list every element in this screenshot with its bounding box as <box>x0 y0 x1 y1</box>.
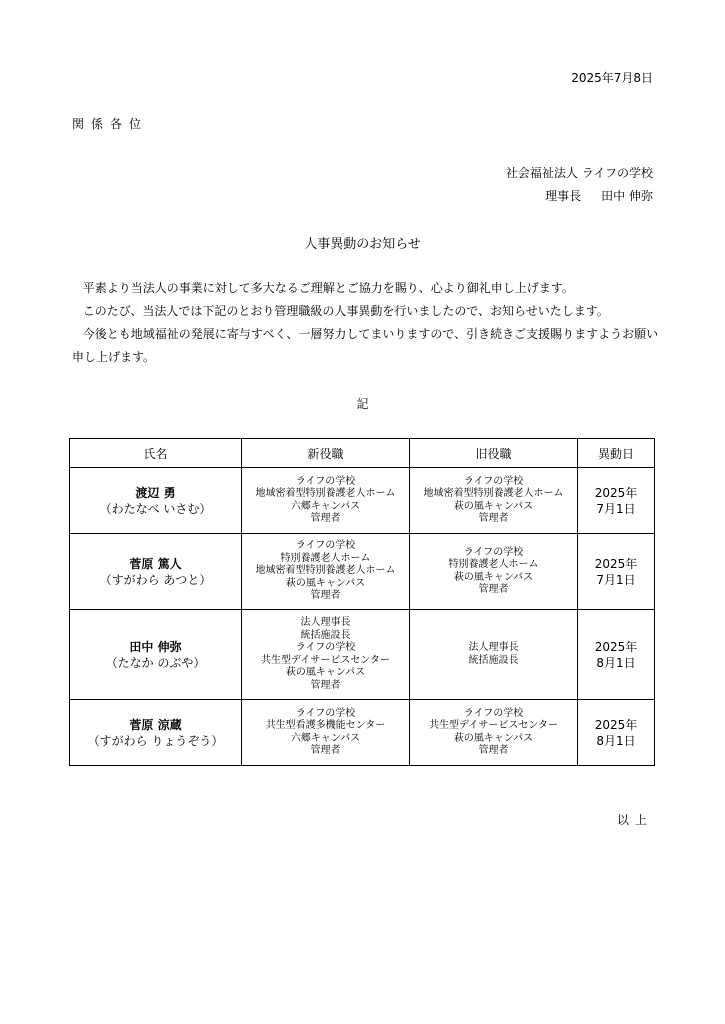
sender-name: 田中 伸弥 <box>601 189 653 203</box>
old-role-line: 法人理事長 <box>468 642 519 653</box>
cell-name <box>70 700 242 766</box>
table-row <box>70 610 655 700</box>
cell-old-role <box>410 700 578 766</box>
old-role-line: 管理者 <box>478 745 509 756</box>
person-name: 菅原 涼蔵 <box>129 717 182 732</box>
person-name: 渡辺 勇 <box>135 485 176 500</box>
cell-new-role <box>242 468 410 534</box>
old-role-line: 共生型デイサービスセンター <box>429 720 558 731</box>
new-role-line: 特別養護老人ホーム <box>280 552 371 564</box>
body-paragraph: このたび、当法人では下記のとおり管理職級の人事異動を行いましたので、お知らせいたします。 <box>82 304 609 318</box>
cell-new-role <box>242 700 410 766</box>
table-row <box>70 468 655 534</box>
addressee: 関係各位 <box>72 117 149 131</box>
new-role-line: 地域密着型特別養護老人ホーム <box>255 565 396 577</box>
cell-old-role <box>410 610 578 700</box>
old-role-line: ライフの学校 <box>463 707 524 719</box>
old-role-line: 萩の風キャンパス <box>453 732 534 744</box>
new-role-line: 地域密着型特別養護老人ホーム <box>255 488 396 499</box>
header-date: 異動日 <box>578 439 655 468</box>
new-role-line: 共生型デイサービスセンター <box>261 654 390 666</box>
transfer-date-line: 7月1日 <box>596 572 636 587</box>
cell-new-role <box>242 534 410 610</box>
new-role-line: ライフの学校 <box>295 707 356 719</box>
new-role-line: 統括施設長 <box>300 629 351 641</box>
old-role-line: ライフの学校 <box>463 475 524 487</box>
table-header-row <box>70 439 655 468</box>
transfer-date-line: 2025年 <box>594 485 638 500</box>
person-reading: （すがわら あつと） <box>99 572 212 587</box>
transfer-date-line: 7月1日 <box>596 501 636 516</box>
table-row <box>70 700 655 766</box>
sender-organization: 社会福祉法人 ライフの学校 <box>505 166 653 180</box>
new-role-line: 法人理事長 <box>300 617 351 628</box>
new-role-line: 管理者 <box>310 745 341 756</box>
person-reading: （わたなべ いさむ） <box>99 501 212 516</box>
body-text <box>72 277 662 369</box>
document-date: 2025年7月8日 <box>571 71 653 85</box>
sender-signature <box>545 187 653 204</box>
cell-old-role <box>410 534 578 610</box>
personnel-table <box>69 438 655 766</box>
old-role-line: ライフの学校 <box>463 546 524 558</box>
header-old-role: 旧役職 <box>410 439 578 468</box>
person-reading: （すがわら りょうぞう） <box>87 733 224 748</box>
person-name: 菅原 篤人 <box>129 556 182 571</box>
table-row <box>70 534 655 610</box>
new-role-line: 共生型看護多機能センター <box>265 720 386 731</box>
transfer-date-line: 2025年 <box>594 717 638 732</box>
document-title: 人事異動のお知らせ <box>304 237 421 252</box>
new-role-line: 管理者 <box>310 679 341 691</box>
body-paragraph: 平素より当法人の事業に対して多大なるご理解とご協力を賜り、心より御礼申し上げます。 <box>82 281 574 295</box>
person-name: 田中 伸弥 <box>129 639 182 654</box>
new-role-line: 六郷キャンパス <box>290 732 361 744</box>
old-role-line: 萩の風キャンパス <box>453 571 534 583</box>
cell-new-role <box>242 610 410 700</box>
ki-heading: 記 <box>356 397 369 411</box>
new-role-line: 管理者 <box>310 590 341 602</box>
cell-old-role <box>410 468 578 534</box>
new-role-line: 萩の風キャンパス <box>285 577 366 589</box>
old-role-line: 管理者 <box>478 513 509 524</box>
closing-mark: 以上 <box>616 813 653 827</box>
header-name: 氏名 <box>70 439 242 468</box>
cell-transfer-date <box>578 468 655 534</box>
cell-transfer-date <box>578 610 655 700</box>
cell-name <box>70 534 242 610</box>
transfer-date-line: 8月1日 <box>596 655 636 670</box>
cell-transfer-date <box>578 534 655 610</box>
transfer-date-line: 8月1日 <box>596 733 636 748</box>
old-role-line: 特別養護老人ホーム <box>448 559 539 570</box>
old-role-line: 萩の風キャンパス <box>453 500 534 512</box>
old-role-line: 地域密着型特別養護老人ホーム <box>423 488 564 499</box>
new-role-line: ライフの学校 <box>295 475 356 487</box>
new-role-line: 六郷キャンパス <box>290 500 361 512</box>
new-role-line: ライフの学校 <box>295 540 356 552</box>
old-role-line: 統括施設長 <box>468 654 519 666</box>
new-role-line: 萩の風キャンパス <box>285 667 366 678</box>
header-new-role: 新役職 <box>242 439 410 468</box>
new-role-line: 管理者 <box>310 513 341 524</box>
old-role-line: 管理者 <box>478 584 509 595</box>
new-role-line: ライフの学校 <box>295 642 356 653</box>
sender-title: 理事長 <box>545 189 582 203</box>
cell-name <box>70 468 242 534</box>
person-reading: （たなか のぶや） <box>105 655 206 670</box>
body-paragraph: 今後とも地域福祉の発展に寄与すべく、一層努力してまいりますので、引き続きご支援賜りますようお願い申し上げます。 <box>72 327 659 364</box>
transfer-date-line: 2025年 <box>594 556 638 571</box>
transfer-date-line: 2025年 <box>594 639 638 654</box>
cell-name <box>70 610 242 700</box>
cell-transfer-date <box>578 700 655 766</box>
